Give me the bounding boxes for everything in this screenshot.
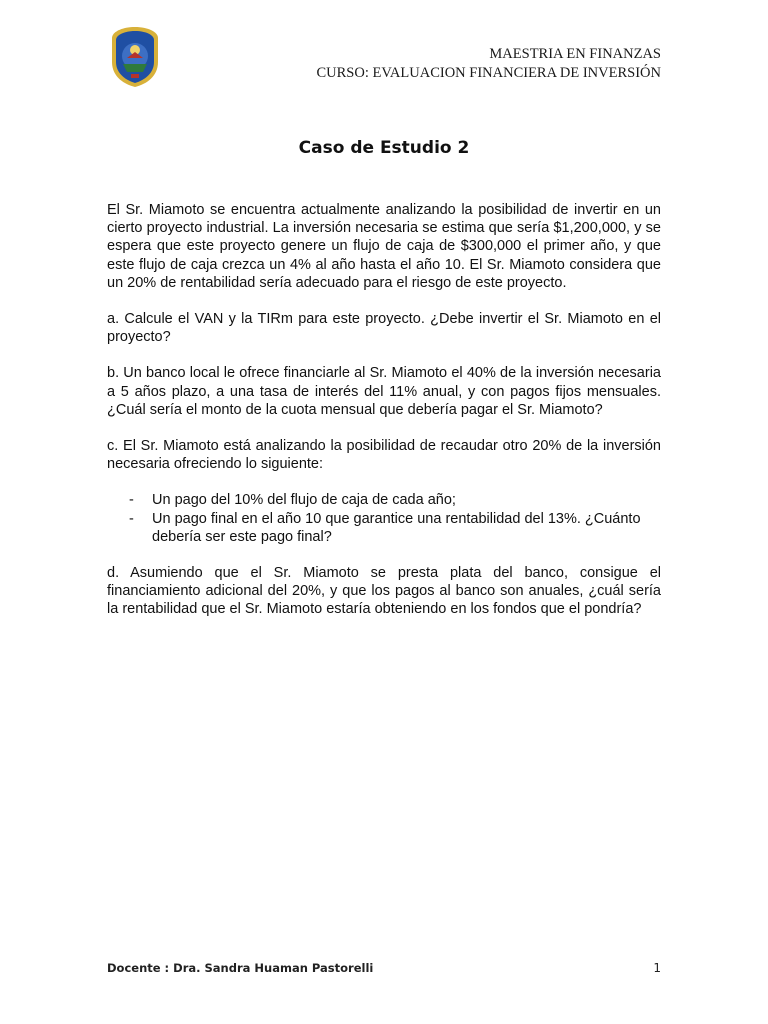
- program-name: MAESTRIA EN FINANZAS: [489, 46, 661, 62]
- document-title: Caso de Estudio 2: [298, 138, 470, 158]
- bullet-marker: -: [129, 510, 134, 527]
- course-name: CURSO: EVALUACION FINANCIERA DE INVERSIÓN: [316, 65, 661, 81]
- option-list: [107, 491, 661, 546]
- list-item-text: Un pago final en el año 10 que garantice una rentabilidad del 13%. ¿Cuánto debería ser este pago final?: [152, 510, 641, 545]
- question-d: d. Asumiendo que el Sr. Miamoto se presta plata del banco, consigue el financiamiento adicional del 20%, y que los pagos al banco son anuales, ¿cuál sería la rentabilidad que el Sr. Miamoto estaría obteniendo en los fondos que el pondría?: [107, 565, 661, 618]
- question-b: b. Un banco local le ofrece financiarle al Sr. Miamoto el 40% de la inversión necesaria a 5 años plazo, a una tasa de interés del 11% anual, y con pagos fijos mensuales. ¿Cuál sería el monto de la cuota mensual que debería pagar el Sr. Miamoto?: [107, 365, 661, 418]
- page-number: 1: [653, 961, 661, 975]
- intro-paragraph: El Sr. Miamoto se encuentra actualmente analizando la posibilidad de invertir en un cierto proyecto industrial. La inversión necesaria se estima que sería $1,200,000, y se espera que este proyecto genere un flujo de caja de $300,000 el primer año, y que este flujo de caja crezca un 4% al año hasta el año 10. El Sr. Miamoto considera que un 20% de rentabilidad sería adecuado para el riesgo de este proyecto.: [107, 202, 661, 291]
- document-body: [107, 201, 661, 637]
- document-header: [316, 45, 661, 83]
- question-a: a. Calcule el VAN y la TIRm para este proyecto. ¿Debe invertir el Sr. Miamoto en el proyecto?: [107, 311, 661, 346]
- list-item: [107, 510, 661, 546]
- list-item: [107, 491, 661, 509]
- footer-docente: Docente : Dra. Sandra Huaman Pastorelli: [107, 961, 374, 975]
- bullet-marker: -: [129, 492, 134, 509]
- list-item-text: Un pago del 10% del flujo de caja de cada año;: [152, 492, 456, 509]
- university-seal-icon: [110, 26, 160, 88]
- question-c: c. El Sr. Miamoto está analizando la posibilidad de recaudar otro 20% de la inversión necesaria ofreciendo lo siguiente:: [107, 438, 661, 473]
